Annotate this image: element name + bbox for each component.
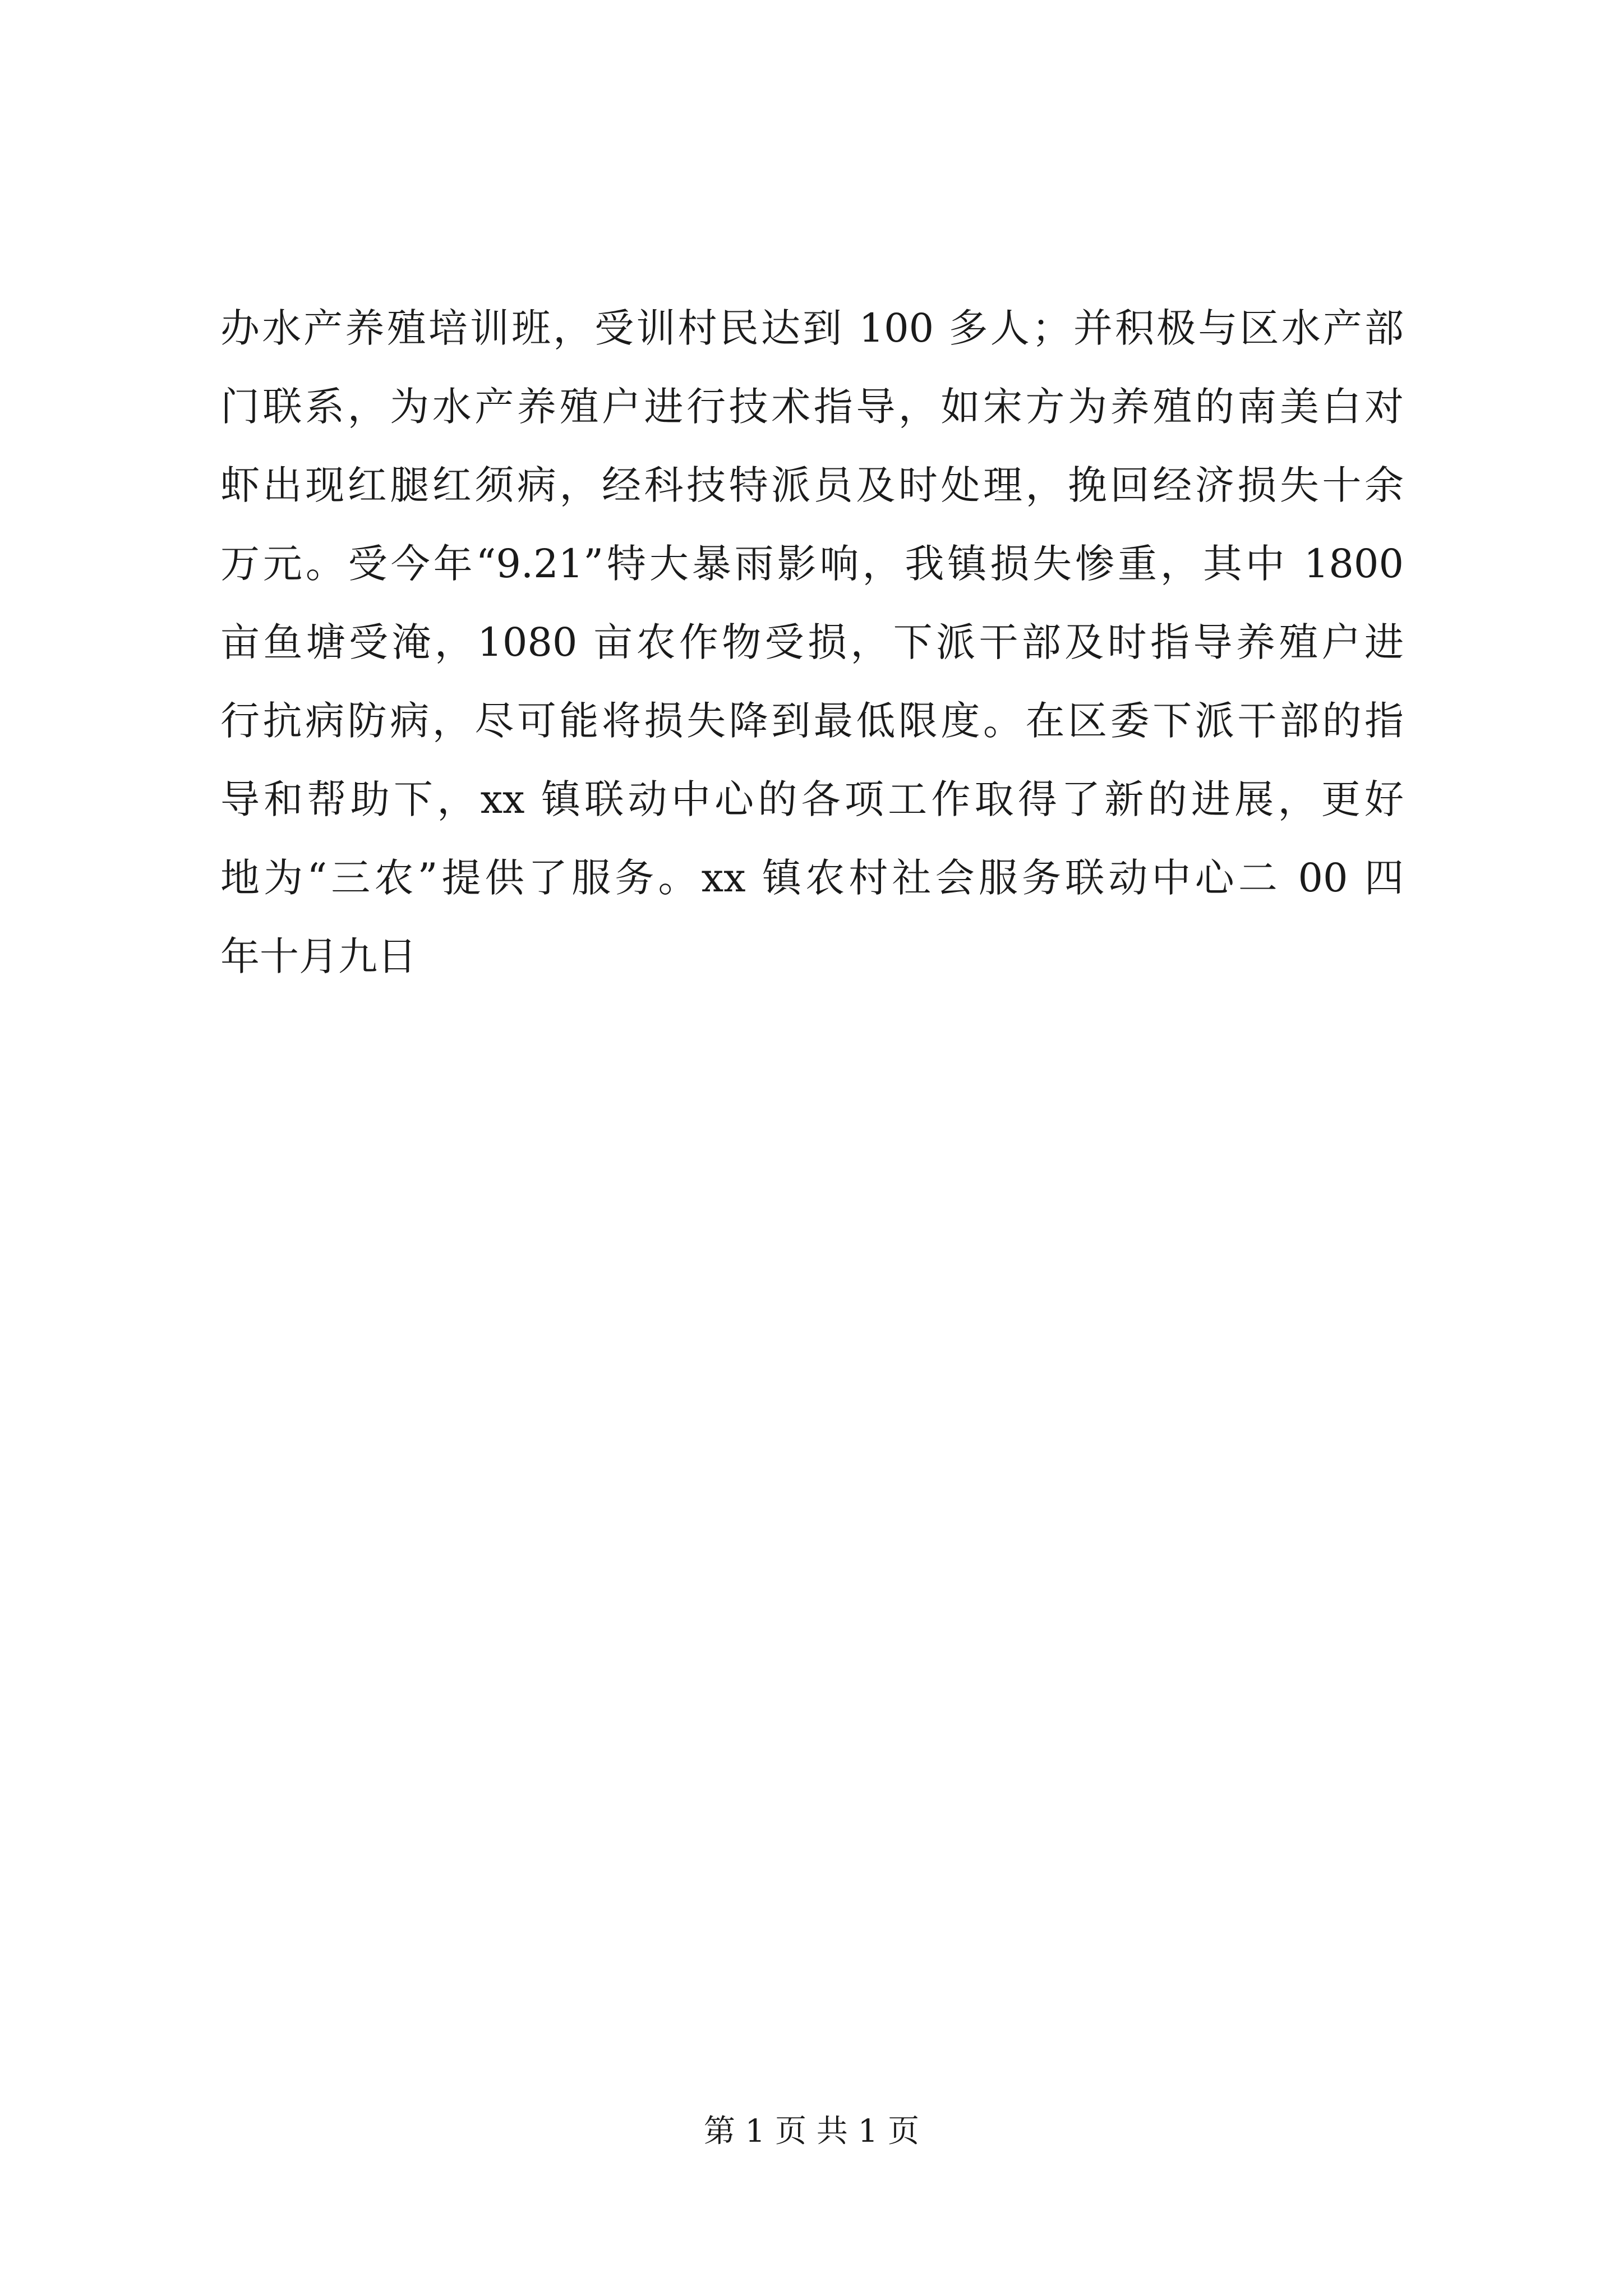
- body-text: [220, 289, 1404, 996]
- text-line: 行抗病防病，尽可能将损失降到最低限度。在区委下派干部的指: [220, 698, 1404, 744]
- text-line: 导和帮助下，xx 镇联动中心的各项工作取得了新的进展，更好: [220, 776, 1404, 822]
- text-line: 地为“三农”提供了服务。xx 镇农村社会服务联动中心二 00 四: [220, 855, 1404, 901]
- text-line: 亩鱼塘受淹，1080 亩农作物受损，下派干部及时指导养殖户进: [220, 619, 1404, 665]
- text-line: 办水产养殖培训班，受训村民达到 100 多人；并积极与区水产部: [220, 305, 1404, 351]
- page-footer: 第 1 页 共 1 页: [703, 2113, 920, 2150]
- text-line: 虾出现红腿红须病，经科技特派员及时处理，挽回经济损失十余: [220, 462, 1404, 508]
- text-line-last: 年十月九日: [220, 933, 417, 979]
- text-line: 门联系，为水产养殖户进行技术指导，如宋方为养殖的南美白对: [220, 384, 1404, 430]
- text-line: 万元。受今年“9.21”特大暴雨影响，我镇损失惨重，其中 1800: [220, 541, 1404, 587]
